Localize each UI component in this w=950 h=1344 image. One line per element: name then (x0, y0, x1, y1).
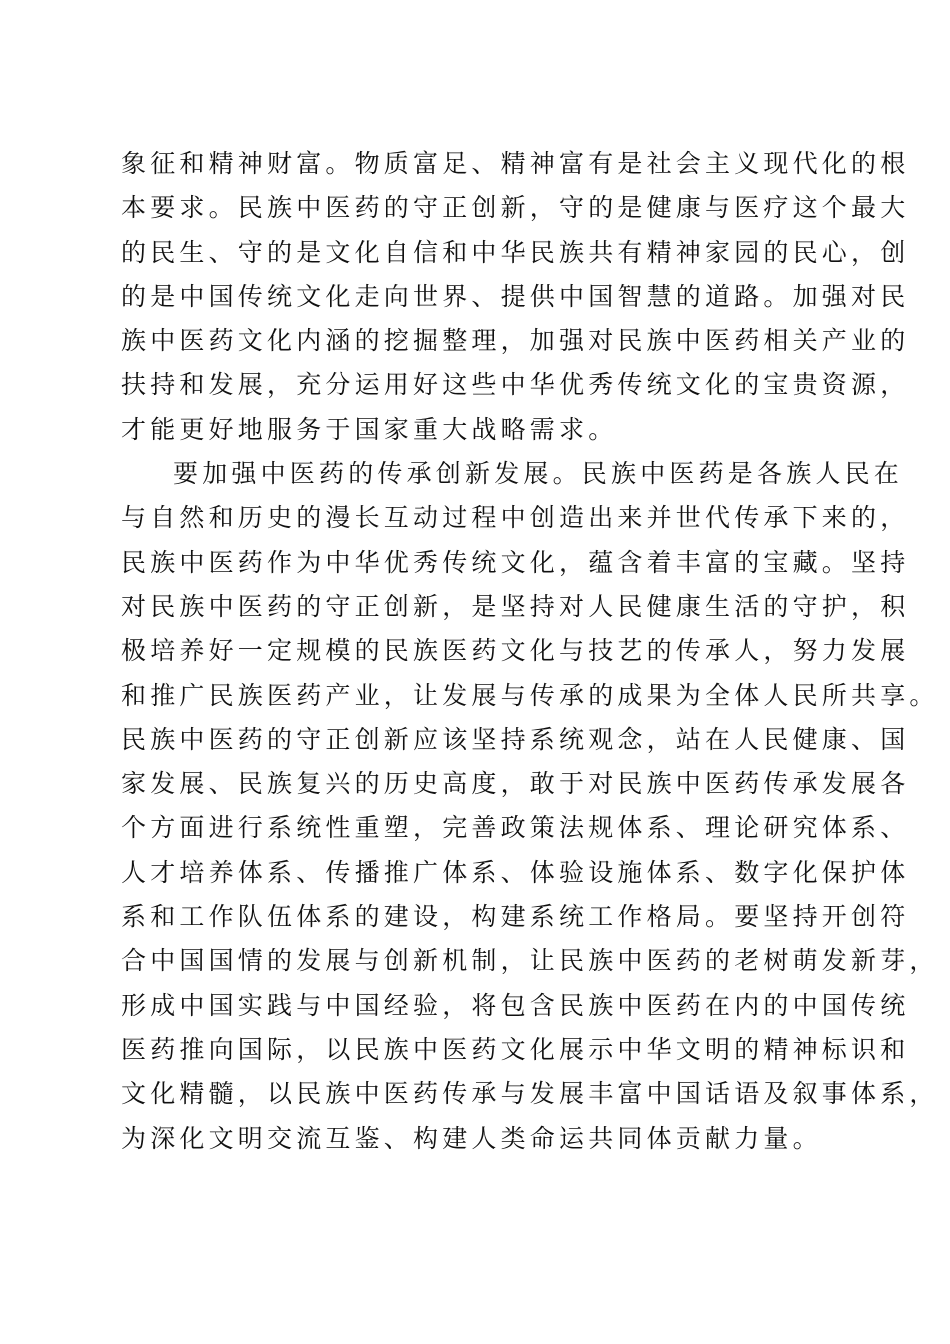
paragraph-continuation (121, 142, 910, 452)
text-line: 象征和精神财富。物质富足、精神富有是社会主义现代化的根 (121, 149, 910, 178)
text-line: 医药推向国际，以民族中医药文化展示中华文明的精神标识和 (121, 1034, 910, 1064)
text-line: 的是中国传统文化走向世界、提供中国智慧的道路。加强对民 (121, 281, 910, 311)
text-line: 和推广民族医药产业，让发展与传承的成果为全体人民所共享。 (121, 680, 939, 710)
text-line: 的民生、守的是文化自信和中华民族共有精神家园的民心，创 (121, 237, 910, 267)
paragraph-main (121, 452, 939, 1161)
text-line: 扶持和发展，充分运用好这些中华优秀传统文化的宝贵资源， (121, 370, 910, 400)
text-line: 为深化文明交流互鉴、构建人类命运共同体贡献力量。 (121, 1123, 822, 1153)
text-line: 合中国国情的发展与创新机制，让民族中医药的老树萌发新芽， (121, 946, 939, 976)
text-line: 对民族中医药的守正创新，是坚持对人民健康生活的守护，积 (121, 591, 910, 621)
text-line: 才能更好地服务于国家重大战略需求。 (121, 414, 618, 444)
text-line: 与自然和历史的漫长互动过程中创造出来并世代传承下来的， (121, 503, 910, 533)
text-line: 形成中国实践与中国经验，将包含民族中医药在内的中国传统 (121, 990, 910, 1020)
text-line: 民族中医药的守正创新应该坚持系统观念，站在人民健康、国 (121, 724, 910, 754)
text-line: 族中医药文化内涵的挖掘整理，加强对民族中医药相关产业的 (121, 326, 910, 356)
text-line: 极培养好一定规模的民族医药文化与技艺的传承人，努力发展 (121, 636, 910, 666)
text-line: 本要求。民族中医药的守正创新，守的是健康与医疗这个最大 (121, 193, 910, 223)
body-text (121, 142, 939, 1161)
text-line-indented: 要加强中医药的传承创新发展。民族中医药是各族人民在 (173, 459, 904, 489)
text-line: 人才培养体系、传播推广体系、体验设施体系、数字化保护体 (121, 857, 910, 887)
text-line: 系和工作队伍体系的建设，构建系统工作格局。要坚持开创符 (121, 902, 910, 932)
text-line: 个方面进行系统性重塑，完善政策法规体系、理论研究体系、 (121, 813, 910, 843)
text-line: 家发展、民族复兴的历史高度，敢于对民族中医药传承发展各 (121, 769, 910, 799)
text-line: 民族中医药作为中华优秀传统文化，蕴含着丰富的宝藏。坚持 (121, 547, 910, 577)
text-line: 文化精髓，以民族中医药传承与发展丰富中国话语及叙事体系， (121, 1079, 939, 1109)
